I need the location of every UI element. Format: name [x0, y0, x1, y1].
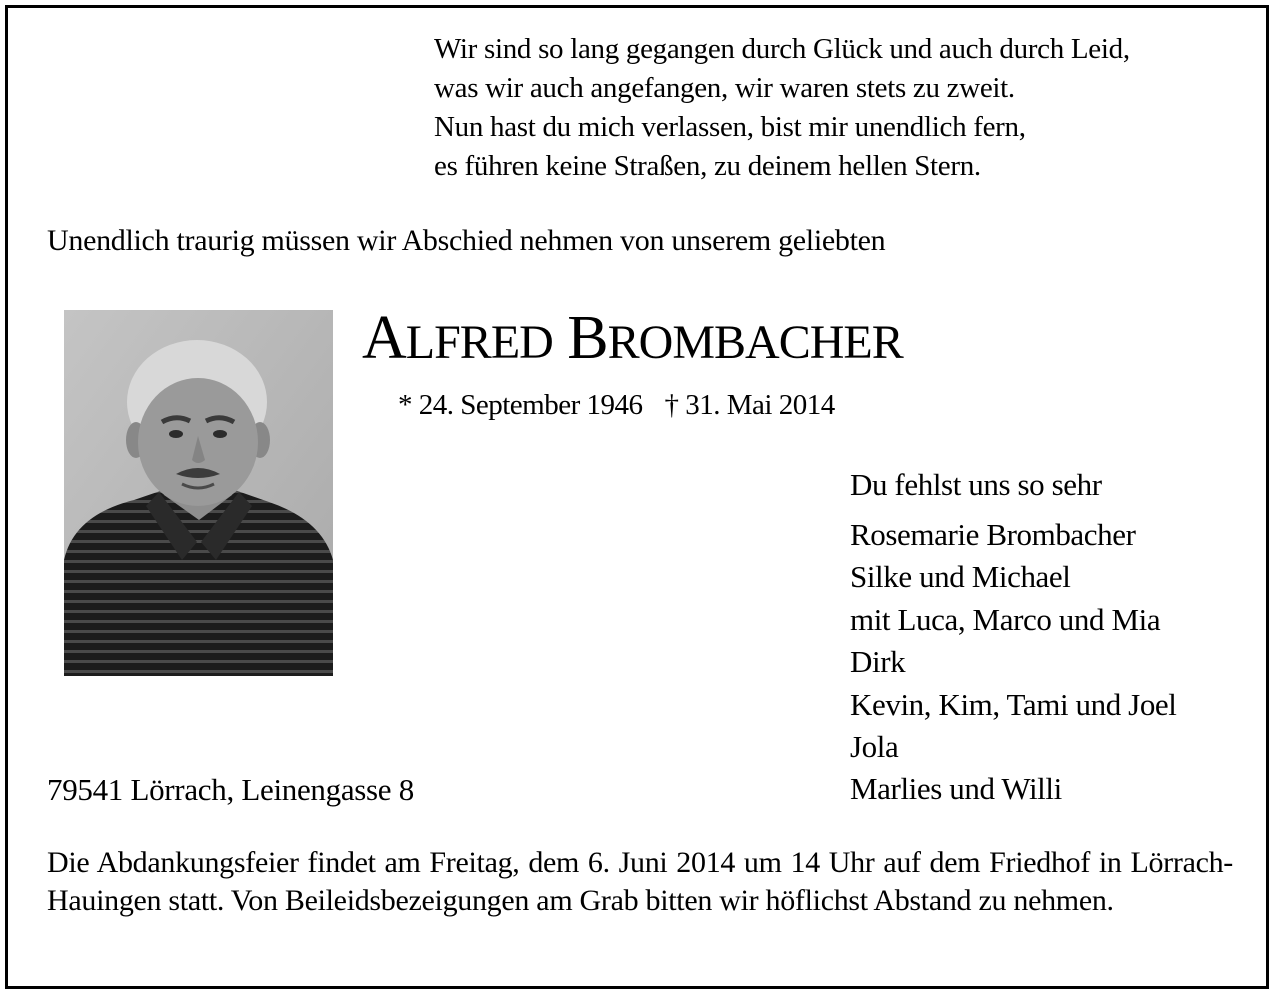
life-dates [398, 386, 835, 424]
name-first-initial: A [362, 304, 406, 372]
closing-line: Du fehlst uns so sehr [850, 467, 1102, 502]
family-member: Kevin, Kim, Tami und Joel [850, 686, 1177, 722]
birth-date: * 24. September 1946 [398, 389, 643, 421]
name-last-rest: ROMBACHER [607, 316, 903, 369]
family-member: mit Luca, Marco und Mia [850, 601, 1161, 637]
intro-text: Unendlich traurig müssen wir Abschied nehmen von unserem geliebten [47, 224, 886, 257]
name-first-rest: LFRED [405, 316, 553, 369]
family-member: Marlies und Willi [850, 771, 1062, 807]
ceremony-notice: Die Abdankungsfeier findet am Freitag, dem 6. Juni 2014 um 14 Uhr auf dem Friedhof in Lörrach-Hauingen statt. Von Beileidsbezeigungen am Grab bitten wir höflichst Abstand zu nehmen. [47, 846, 1233, 917]
name-last-initial: B [567, 304, 608, 372]
portrait-photo [64, 310, 333, 676]
deceased-name [362, 302, 903, 379]
family-member: Rosemarie Brombacher [850, 517, 1136, 552]
poem-line: Wir sind so lang gegangen durch Glück und auch durch Leid, [434, 33, 1130, 65]
death-date: † 31. Mai 2014 [664, 389, 835, 421]
family-member: Dirk [850, 644, 906, 680]
poem [434, 30, 1254, 186]
family-list [850, 464, 1260, 811]
family-address: 79541 Lörrach, Leinengasse 8 [47, 772, 414, 807]
family-member: Silke und Michael [850, 559, 1071, 595]
poem-line: was wir auch angefangen, wir waren stets zu zweit. [434, 72, 1015, 104]
poem-line: Nun hast du mich verlassen, bist mir unendlich fern, [434, 111, 1026, 143]
poem-line: es führen keine Straßen, zu deinem hellen Stern. [434, 150, 981, 182]
family-member: Jola [850, 729, 899, 765]
